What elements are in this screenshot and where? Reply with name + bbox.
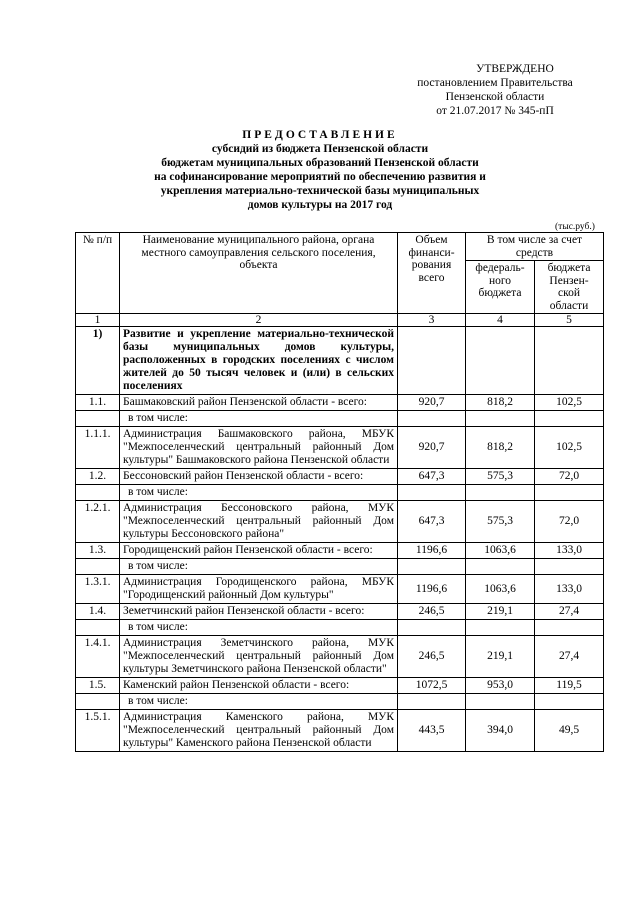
row-regional: 133,0: [535, 575, 604, 604]
col-index: 2: [120, 314, 398, 327]
title-line-2: бюджетам муниципальных образований Пензенской области: [161, 157, 479, 169]
row-total: 1072,5: [398, 678, 466, 694]
row-federal: 818,2: [466, 395, 535, 411]
header-num: № п/п: [76, 233, 120, 314]
row-regional: 72,0: [535, 501, 604, 543]
row-num: 1.1.: [76, 395, 120, 411]
row-total: 1196,6: [398, 543, 466, 559]
row-name: Администрация Башмаковского района, МБУК "Межпоселенческий центральный районный Дом культуры" Башмаковского района Пензенской области: [120, 427, 398, 469]
row-federal: 818,2: [466, 427, 535, 469]
table-row: [76, 469, 604, 485]
row-total: 647,3: [398, 469, 466, 485]
approval-heading: УТВЕРЖДЕНО: [476, 63, 554, 75]
row-regional: 49,5: [535, 710, 604, 752]
incl-label: в том числе:: [120, 559, 398, 575]
approval-block: [360, 62, 630, 118]
table-row: [76, 604, 604, 620]
row-total: 920,7: [398, 395, 466, 411]
row-federal: 394,0: [466, 710, 535, 752]
header-federal: федераль- ного бюджета: [466, 261, 535, 314]
row-num: 1.2.1.: [76, 501, 120, 543]
row-num: 1.5.1.: [76, 710, 120, 752]
incl-row: [76, 620, 604, 636]
section-name: Развитие и укрепление материально-технической базы муниципальных домов культуры, расположенных в городских поселениях с числом жителей до 50 тысяч человек и (или) в сельских поселениях: [120, 327, 398, 395]
row-federal: 1063,6: [466, 575, 535, 604]
table-row: [76, 427, 604, 469]
row-regional: 72,0: [535, 469, 604, 485]
units-label: (тыс.руб.): [555, 222, 595, 232]
table-row: [76, 543, 604, 559]
row-name: Администрация Земетчинского района, МУК "Межпоселенческий центральный районный Дом культуры Земетчинского района Пензенской области": [120, 636, 398, 678]
table-row: [76, 575, 604, 604]
row-total: 246,5: [398, 604, 466, 620]
approval-line-3: от 21.07.2017 № 345-пП: [436, 105, 554, 117]
row-num: 1.1.1.: [76, 427, 120, 469]
row-federal: 953,0: [466, 678, 535, 694]
row-regional: 102,5: [535, 395, 604, 411]
table-row: [76, 678, 604, 694]
row-regional: 119,5: [535, 678, 604, 694]
row-total: 246,5: [398, 636, 466, 678]
incl-row: [76, 485, 604, 501]
incl-row: [76, 559, 604, 575]
incl-row: [76, 694, 604, 710]
row-federal: 575,3: [466, 501, 535, 543]
row-regional: 27,4: [535, 604, 604, 620]
row-regional: 102,5: [535, 427, 604, 469]
row-federal: 219,1: [466, 604, 535, 620]
col-index: 3: [398, 314, 466, 327]
row-total: 647,3: [398, 501, 466, 543]
row-num: 1.4.1.: [76, 636, 120, 678]
header-total: Объем финанси- рования всего: [398, 233, 466, 314]
title-line-5: домов культуры на 2017 год: [247, 199, 393, 211]
subsidy-table: [75, 232, 604, 752]
row-num: 1.3.: [76, 543, 120, 559]
approval-line-1: постановлением Правительства: [417, 77, 573, 89]
header-regional: бюджета Пензен- ской области: [535, 261, 604, 314]
section-row: [76, 327, 604, 395]
row-name: Бессоновский район Пензенской области - всего:: [120, 469, 398, 485]
document-title: [80, 128, 560, 212]
title-line-4: укрепления материально-технической базы муниципальных: [160, 185, 480, 197]
header-name: Наименование муниципального района, органа местного самоуправления сельского поселения, объекта: [120, 233, 398, 314]
incl-label: в том числе:: [120, 620, 398, 636]
title-line-1: субсидий из бюджета Пензенской области: [211, 143, 429, 155]
row-name: Каменский район Пензенской области - всего:: [120, 678, 398, 694]
header-incl: В том числе за счет средств: [466, 233, 604, 261]
title-heading: ПРЕДОСТАВЛЕНИЕ: [242, 129, 398, 141]
incl-label: в том числе:: [120, 694, 398, 710]
incl-label: в том числе:: [120, 411, 398, 427]
title-line-3: на софинансирование мероприятий по обеспечению развития и: [154, 171, 486, 183]
table-row: [76, 395, 604, 411]
row-name: Башмаковский район Пензенской области - всего:: [120, 395, 398, 411]
row-name: Администрация Городищенского района, МБУК "Городищенский районный Дом культуры": [120, 575, 398, 604]
table-row: [76, 710, 604, 752]
row-total: 443,5: [398, 710, 466, 752]
col-index: 1: [76, 314, 120, 327]
row-federal: 219,1: [466, 636, 535, 678]
row-num: 1.2.: [76, 469, 120, 485]
row-num: 1.5.: [76, 678, 120, 694]
column-index-row: [76, 314, 604, 327]
col-index: 5: [535, 314, 604, 327]
row-regional: 27,4: [535, 636, 604, 678]
col-index: 4: [466, 314, 535, 327]
row-name: Городищенский район Пензенской области - всего:: [120, 543, 398, 559]
section-num: 1): [76, 327, 120, 395]
row-federal: 575,3: [466, 469, 535, 485]
row-num: 1.3.1.: [76, 575, 120, 604]
row-name: Администрация Бессоновского района, МУК "Межпоселенческий центральный районный Дом культуры Бессоновского района": [120, 501, 398, 543]
row-total: 1196,6: [398, 575, 466, 604]
incl-label: в том числе:: [120, 485, 398, 501]
row-name: Земетчинский район Пензенской области - всего:: [120, 604, 398, 620]
row-total: 920,7: [398, 427, 466, 469]
row-regional: 133,0: [535, 543, 604, 559]
row-federal: 1063,6: [466, 543, 535, 559]
table-row: [76, 501, 604, 543]
approval-line-2: Пензенской области: [445, 91, 545, 103]
incl-row: [76, 411, 604, 427]
row-num: 1.4.: [76, 604, 120, 620]
table-row: [76, 636, 604, 678]
row-name: Администрация Каменского района, МУК "Межпоселенческий центральный районный Дом культуры" Каменского района Пензенской области: [120, 710, 398, 752]
